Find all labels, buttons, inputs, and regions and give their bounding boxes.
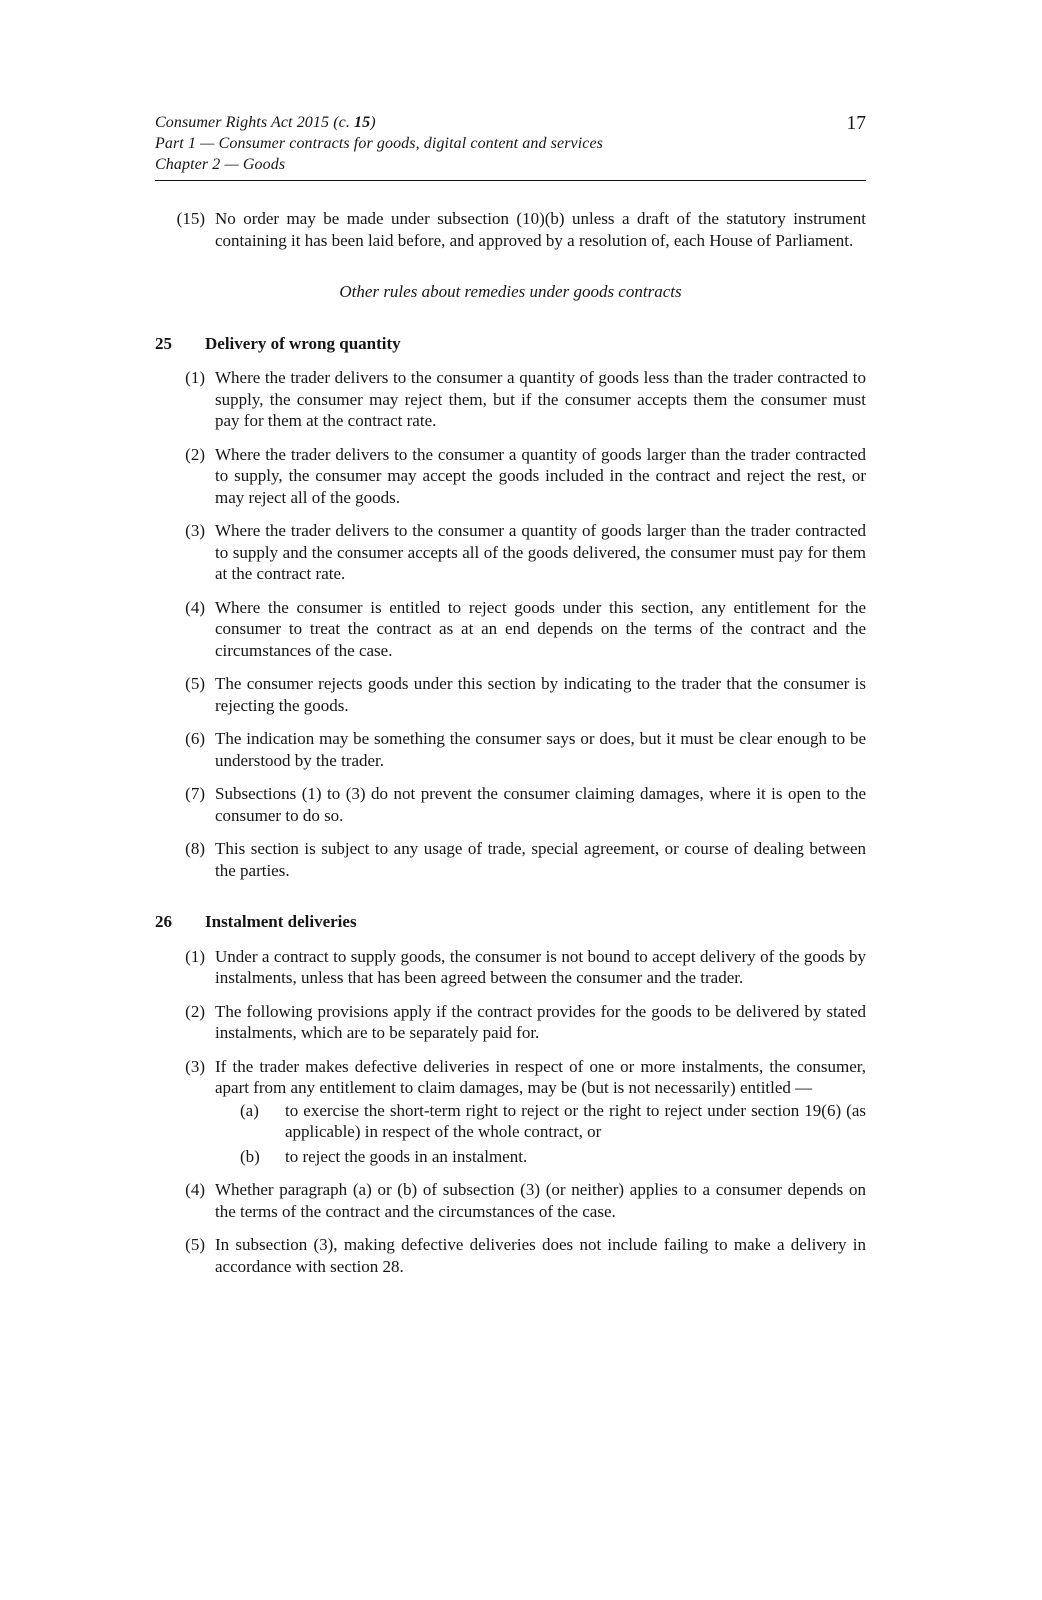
paragraph-text: to reject the goods in an instalment. — [285, 1146, 528, 1166]
section-heading-26 — [155, 911, 866, 933]
subsection-text: Where the trader delivers to the consumer a quantity of goods larger than the trader contracted to supply and the consumer accepts all of the goods delivered, the consumer must pay for them at the contract rate. — [215, 521, 866, 583]
subsection-25-3 — [155, 520, 866, 585]
subsection-15 — [155, 208, 866, 251]
subsection-26-5 — [155, 1234, 866, 1277]
section-title: Instalment deliveries — [205, 912, 357, 931]
crossheading: Other rules about remedies under goods contracts — [339, 282, 682, 301]
page-number: 17 — [846, 113, 866, 134]
header-text-block — [155, 112, 603, 175]
subsection-number: (2) — [185, 1001, 205, 1021]
subsection-number: (2) — [185, 444, 205, 464]
subsection-25-5 — [155, 673, 866, 716]
subsection-text: Where the trader delivers to the consumer a quantity of goods larger than the trader contracted to supply, the consumer may accept the goods included in the contract and reject the rest, or may reject all of the goods. — [215, 444, 866, 507]
subsection-text: The following provisions apply if the contract provides for the goods to be delivered by stated instalments, which are to be separately paid for. — [215, 1001, 866, 1042]
subsection-text: The consumer rejects goods under this section by indicating to the trader that the consumer is rejecting the goods. — [215, 674, 866, 715]
subsection-26-3 — [155, 1056, 866, 1168]
subsection-number: (5) — [185, 1235, 205, 1254]
subsection-number: (3) — [185, 521, 205, 540]
subsection-number: (1) — [185, 946, 205, 966]
subsection-number: (7) — [185, 784, 205, 803]
header-rule — [155, 180, 866, 181]
header-act-title — [155, 112, 603, 133]
paragraph-text: to exercise the short-term right to reject or the right to reject under section 19(6) (as applicable) in respect of the whole contract, or — [285, 1100, 866, 1141]
subsection-text: Under a contract to supply goods, the consumer is not bound to accept delivery of the goods by instalments, unless that has been agreed between the consumer and the trader. — [215, 946, 866, 987]
subsection-26-2 — [155, 1001, 866, 1044]
header-chapter-line: Chapter 2 — Goods — [155, 156, 286, 173]
subsection-text: If the trader makes defective deliveries in respect of one or more instalments, the consumer, apart from any entitlement to claim damages, may be (but is not necessarily) entitled — — [215, 1056, 866, 1097]
subsection-25-8 — [155, 838, 866, 881]
subsection-text: The indication may be something the consumer says or does, but it must be clear enough to be understood by the trader. — [215, 729, 866, 770]
subsection-number: (1) — [185, 368, 205, 387]
section-number: 26 — [155, 912, 172, 931]
subsection-text: Subsections (1) to (3) do not prevent the consumer claiming damages, where it is open to the consumer to do so. — [215, 784, 866, 825]
subsection-26-4 — [155, 1179, 866, 1222]
header-part-line: Part 1 — Consumer contracts for goods, digital content and services — [155, 135, 604, 152]
section-title: Delivery of wrong quantity — [205, 333, 401, 353]
subsection-text: Whether paragraph (a) or (b) of subsection (3) (or neither) applies to a consumer depends on the terms of the contract and the circumstances of the case. — [215, 1180, 866, 1221]
subsection-number: (15) — [176, 209, 205, 228]
subsection-text: Where the consumer is entitled to reject goods under this section, any entitlement for the consumer to treat the contract as at an end depends on the terms of the contract and the circumstances of the case. — [215, 597, 866, 660]
subsection-25-6 — [155, 728, 866, 771]
paragraph-letter: (a) — [240, 1100, 259, 1120]
paragraph-a — [215, 1100, 866, 1143]
subsection-25-7 — [155, 783, 866, 826]
act-title-prefix: Consumer Rights Act 2015 (c. — [155, 114, 355, 131]
act-title-suffix: ) — [370, 114, 376, 131]
subsection-26-1 — [155, 946, 866, 989]
page-content — [155, 112, 866, 1277]
subsection-number: (5) — [185, 674, 205, 693]
subsection-25-4 — [155, 597, 866, 662]
subsection-25-1 — [155, 367, 866, 432]
paragraph-letter: (b) — [240, 1146, 260, 1166]
subsection-25-2 — [155, 444, 866, 509]
section-number: 25 — [155, 333, 172, 353]
subsection-number: (8) — [185, 839, 205, 858]
subsection-number: (3) — [185, 1056, 205, 1076]
document-body — [155, 208, 866, 1277]
paragraph-b — [215, 1146, 866, 1168]
page-header — [155, 112, 866, 175]
act-chapter-number: 15 — [354, 114, 371, 131]
subsection-number: (4) — [185, 597, 205, 617]
subsection-number: (6) — [185, 729, 205, 748]
subsection-text: No order may be made under subsection (10)(b) unless a draft of the statutory instrument containing it has been laid before, and approved by a resolution of, each House of Parliament. — [215, 209, 866, 250]
subsection-number: (4) — [185, 1180, 205, 1199]
subsection-text: Where the trader delivers to the consumer a quantity of goods less than the trader contracted to supply, the consumer may reject them, but if the consumer accepts them the consumer must pay for them at the contract rate. — [215, 368, 866, 430]
subsection-text: This section is subject to any usage of trade, special agreement, or course of dealing between the parties. — [215, 839, 866, 880]
section-heading-25 — [155, 333, 866, 355]
subsection-text: In subsection (3), making defective deliveries does not include failing to make a delivery in accordance with section 28. — [215, 1235, 866, 1276]
